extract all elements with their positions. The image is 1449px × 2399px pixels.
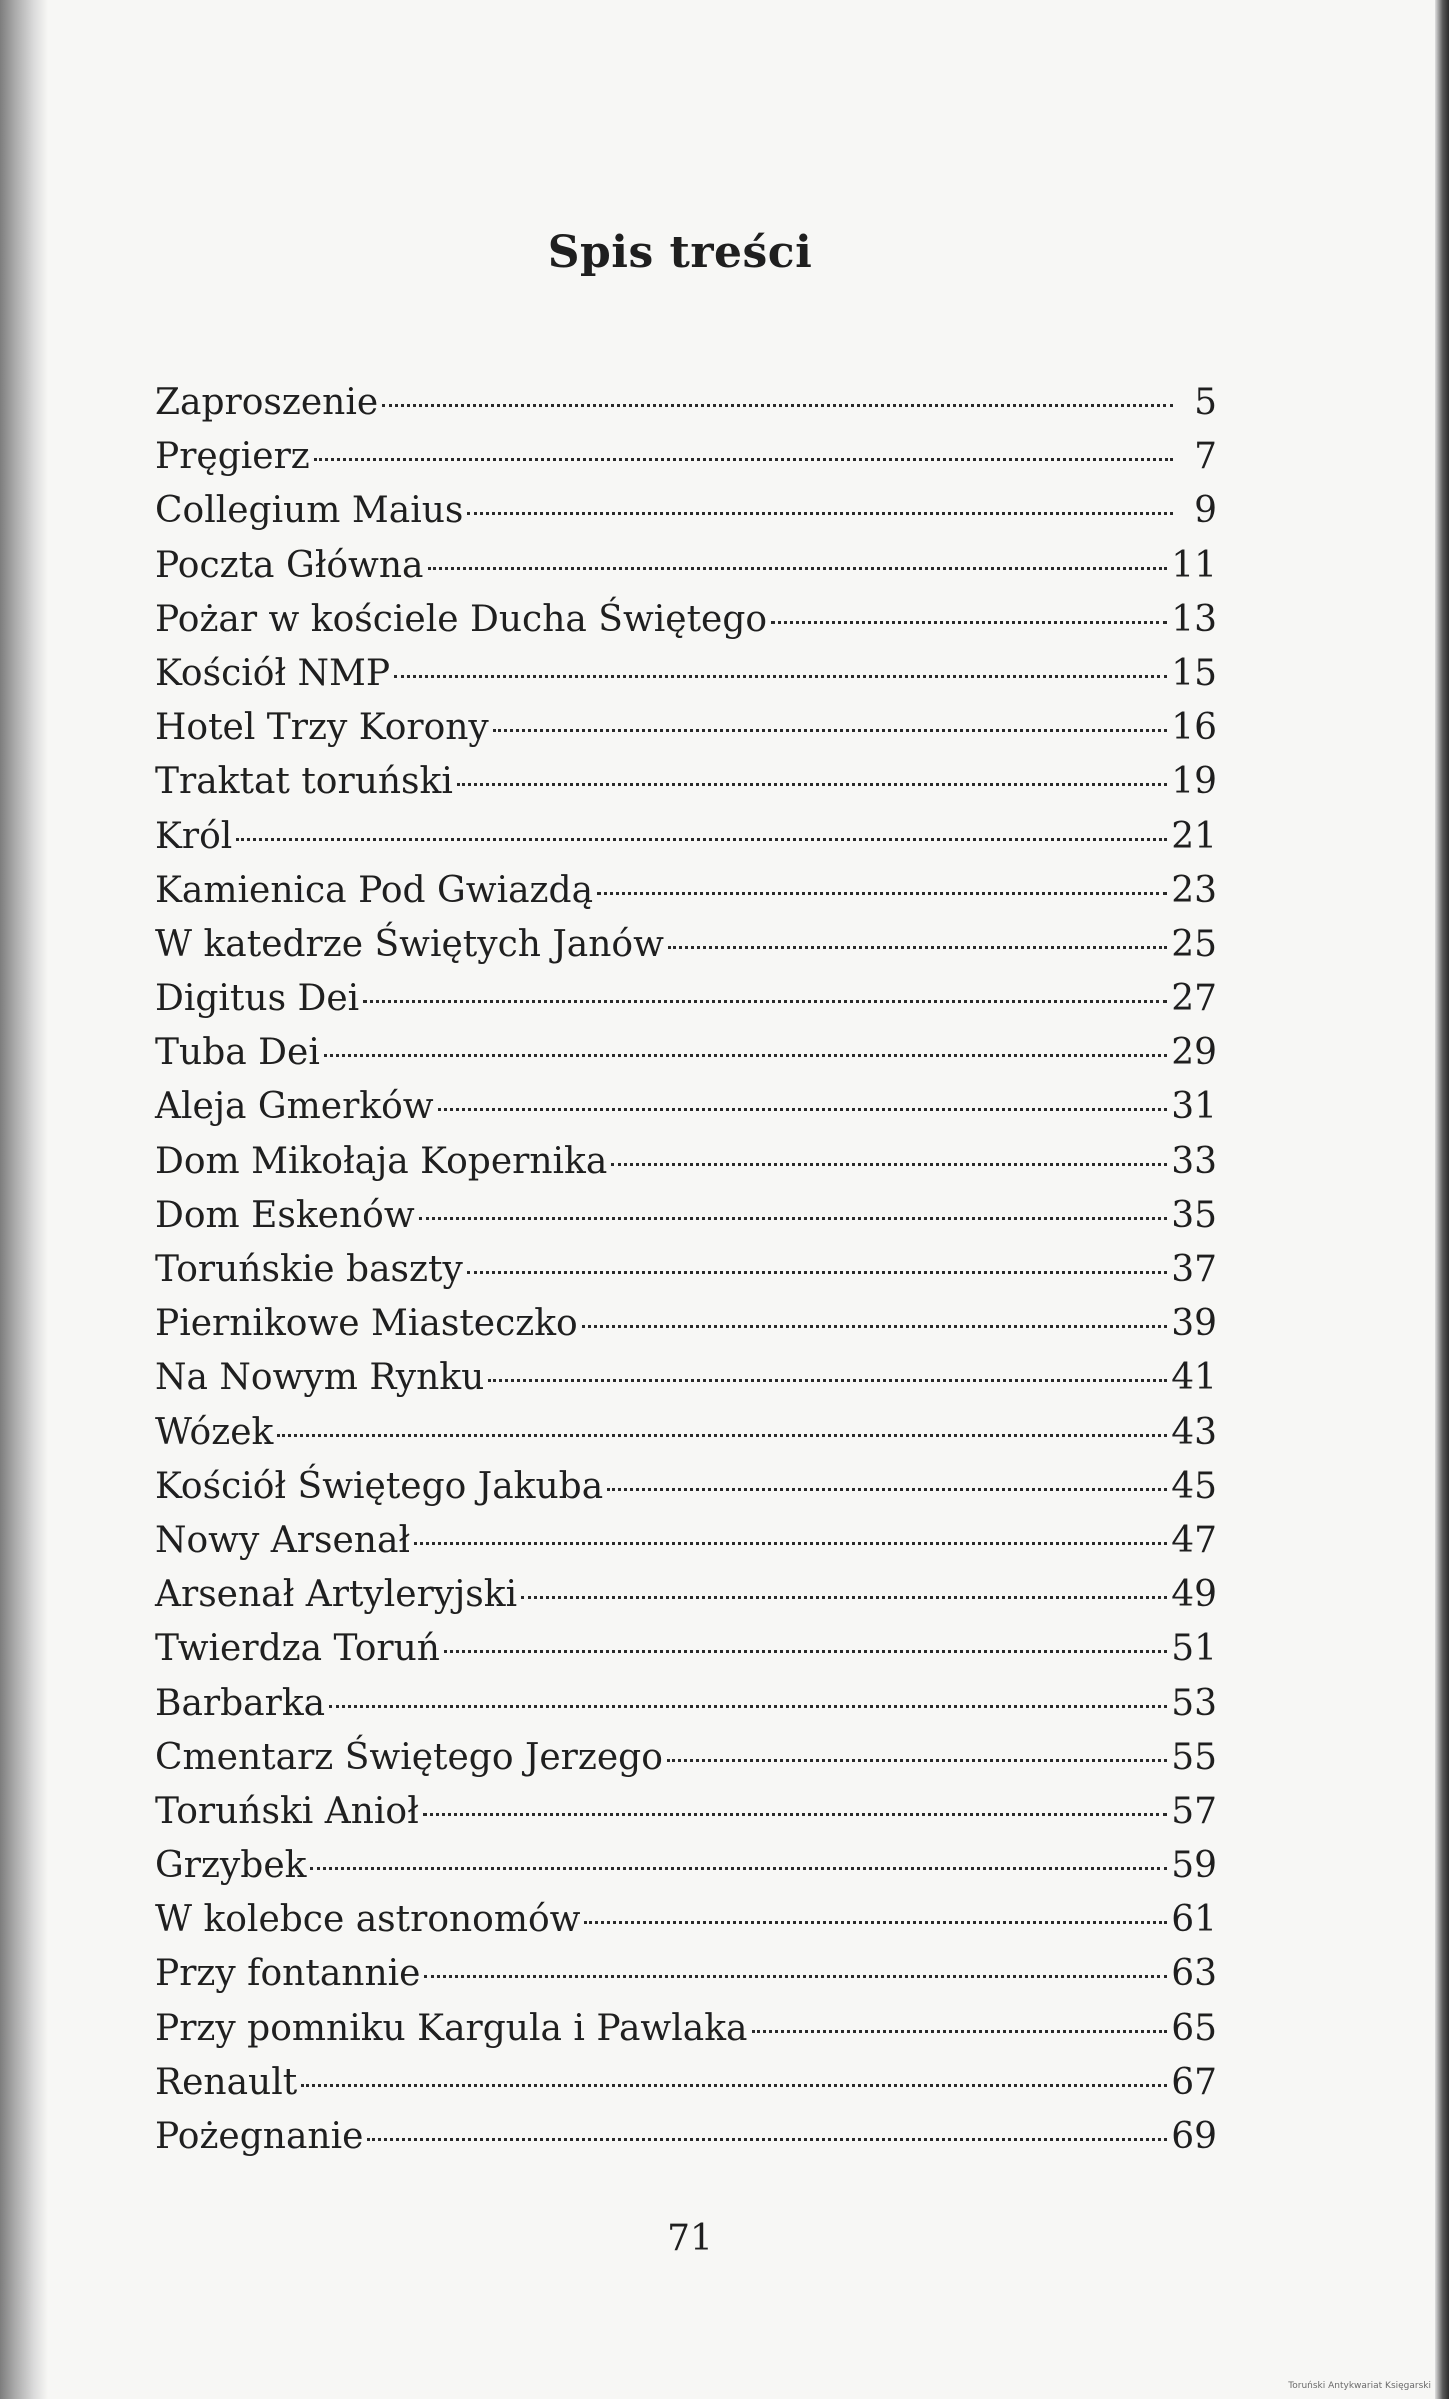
toc-entry <box>155 1785 1217 1839</box>
toc-dot-leader <box>444 1650 1167 1653</box>
toc-entry-title: Król <box>155 815 233 857</box>
toc-dot-leader <box>236 838 1167 841</box>
toc-entry-page: 51 <box>1171 1628 1217 1670</box>
toc-entry-page: 29 <box>1171 1032 1217 1074</box>
toc-entry-title: Dom Mikołaja Kopernika <box>155 1140 608 1182</box>
toc-entry-title: Na Nowym Rynku <box>155 1357 485 1399</box>
page-number: 71 <box>667 2218 713 2259</box>
toc-dot-leader <box>467 512 1173 515</box>
toc-dot-leader <box>301 2084 1167 2087</box>
toc-entry-title: Cmentarz Świętego Jerzego <box>155 1736 663 1778</box>
toc-entry-page: 23 <box>1171 869 1217 911</box>
toc-dot-leader <box>423 1813 1167 1816</box>
toc-dot-leader <box>419 1217 1168 1220</box>
toc-entry <box>155 647 1217 701</box>
toc-entry-title: Pożegnanie <box>155 2116 364 2157</box>
toc-entry-page: 39 <box>1171 1303 1217 1345</box>
toc-entry <box>155 376 1217 430</box>
toc-entry-page: 69 <box>1171 2116 1217 2157</box>
toc-entry-title: Pręgierz <box>155 436 310 478</box>
toc-entry-page: 65 <box>1171 2007 1217 2049</box>
toc-entry-page: 11 <box>1171 544 1217 586</box>
toc-entry-title: Przy pomniku Kargula i Pawlaka <box>155 2007 748 2049</box>
page-title: Spis treści <box>547 227 813 279</box>
toc-entry-page: 31 <box>1171 1086 1217 1128</box>
toc-entry <box>155 864 1217 918</box>
toc-entry-title: Zaproszenie <box>155 382 379 423</box>
toc-entry <box>155 1622 1217 1676</box>
toc-entry-title: W kolebce astronomów <box>155 1899 581 1941</box>
toc-entry-page: 53 <box>1171 1682 1217 1724</box>
toc-dot-leader <box>424 1975 1167 1978</box>
toc-entry-title: Renault <box>155 2061 298 2103</box>
toc-entry <box>155 1243 1217 1297</box>
toc-entry-title: Traktat toruński <box>155 761 453 803</box>
toc-entry-title: Digitus Dei <box>155 978 360 1020</box>
toc-entry <box>155 1135 1217 1189</box>
toc-entry-page: 9 <box>1194 490 1217 532</box>
toc-entry-title: W katedrze Świętych Janów <box>155 923 664 965</box>
toc-entry <box>155 918 1217 972</box>
toc-entry-title: Aleja Gmerków <box>155 1086 434 1128</box>
toc-entry-title: Nowy Arsenał <box>155 1519 411 1561</box>
toc-entry-page: 49 <box>1171 1574 1217 1616</box>
toc-dot-leader <box>428 567 1168 570</box>
toc-dot-leader <box>607 1488 1167 1491</box>
toc-entry-page: 5 <box>1194 382 1217 423</box>
toc-entry-page: 41 <box>1171 1357 1217 1399</box>
toc-dot-leader <box>324 1054 1167 1057</box>
toc-entry <box>155 1080 1217 1134</box>
toc-entry <box>155 1731 1217 1785</box>
toc-dot-leader <box>582 1325 1167 1328</box>
toc-entry-page: 63 <box>1171 1953 1217 1995</box>
toc-entry-page: 13 <box>1171 598 1217 640</box>
toc-dot-leader <box>394 675 1167 678</box>
toc-entry-page: 37 <box>1171 1249 1217 1290</box>
toc-entry <box>155 1460 1217 1514</box>
toc-entry-title: Dom Eskenów <box>155 1194 415 1236</box>
toc-entry-page: 16 <box>1171 707 1217 749</box>
toc-entry-title: Barbarka <box>155 1682 326 1724</box>
toc-dot-leader <box>611 1163 1167 1166</box>
toc-entry-title: Pożar w kościele Ducha Świętego <box>155 598 768 640</box>
toc-dot-leader <box>457 783 1167 786</box>
toc-dot-leader <box>363 1000 1167 1003</box>
toc-dot-leader <box>277 1434 1167 1437</box>
toc-entry <box>155 2110 1217 2164</box>
toc-entry-title: Collegium Maius <box>155 490 464 532</box>
toc-entry-page: 21 <box>1171 815 1217 857</box>
toc-entry-page: 47 <box>1171 1519 1217 1561</box>
toc-entry-page: 67 <box>1171 2061 1217 2103</box>
toc-entry-page: 15 <box>1171 652 1217 694</box>
toc-entry <box>155 593 1217 647</box>
toc-entry <box>155 1406 1217 1460</box>
toc-entry-title: Grzybek <box>155 1845 307 1887</box>
toc-entry-title: Twierdza Toruń <box>155 1628 440 1670</box>
toc-entry-page: 35 <box>1171 1194 1217 1236</box>
toc-entry-page: 57 <box>1171 1790 1217 1832</box>
toc-entry-page: 59 <box>1171 1845 1217 1887</box>
toc-entry-page: 33 <box>1171 1140 1217 1182</box>
toc-entry-title: Kościół NMP <box>155 652 391 694</box>
toc-dot-leader <box>329 1705 1167 1708</box>
toc-entry <box>155 1839 1217 1893</box>
toc-entry-page: 25 <box>1171 923 1217 965</box>
toc-dot-leader <box>367 2138 1167 2141</box>
toc-entry <box>155 430 1217 484</box>
toc-dot-leader <box>584 1921 1167 1924</box>
toc-entry-title: Tuba Dei <box>155 1032 320 1074</box>
toc-entry-title: Kamienica Pod Gwiazdą <box>155 869 594 911</box>
toc-dot-leader <box>668 946 1167 949</box>
toc-dot-leader <box>438 1108 1168 1111</box>
toc-dot-leader <box>414 1542 1167 1545</box>
toc-entry <box>155 1947 1217 2001</box>
toc-entry-page: 43 <box>1171 1411 1217 1453</box>
toc-entry-title: Poczta Główna <box>155 544 424 586</box>
toc-entry <box>155 810 1217 864</box>
toc-entry-page: 27 <box>1171 978 1217 1020</box>
toc-entry <box>155 1893 1217 1947</box>
toc-dot-leader <box>493 729 1167 732</box>
toc-entry-title: Arsenał Artyleryjski <box>155 1574 518 1616</box>
toc-entry <box>155 1026 1217 1080</box>
toc-entry-page: 19 <box>1171 761 1217 803</box>
toc-entry <box>155 1189 1217 1243</box>
toc-entry-title: Przy fontannie <box>155 1953 421 1995</box>
toc-dot-leader <box>488 1379 1167 1382</box>
toc-entry <box>155 484 1217 538</box>
toc-entry <box>155 1568 1217 1622</box>
toc-entry <box>155 1351 1217 1405</box>
toc-entry <box>155 539 1217 593</box>
toc-entry-title: Toruńskie baszty <box>155 1249 463 1290</box>
toc-entry <box>155 1514 1217 1568</box>
toc-dot-leader <box>771 621 1167 624</box>
page-edge-shadow <box>1435 0 1449 2399</box>
toc-entry-page: 45 <box>1171 1465 1217 1507</box>
toc-entry <box>155 701 1217 755</box>
table-of-contents <box>155 376 1217 2164</box>
toc-entry-title: Kościół Świętego Jakuba <box>155 1465 604 1507</box>
page-gutter-shadow <box>0 0 48 2399</box>
toc-entry-page: 7 <box>1194 436 1217 478</box>
toc-entry <box>155 972 1217 1026</box>
toc-entry-page: 55 <box>1171 1736 1217 1778</box>
toc-entry <box>155 755 1217 809</box>
toc-dot-leader <box>752 2030 1168 2033</box>
toc-entry-title: Toruński Anioł <box>155 1790 419 1832</box>
toc-dot-leader <box>314 458 1173 461</box>
toc-entry-page: 61 <box>1171 1899 1217 1941</box>
toc-dot-leader <box>521 1596 1167 1599</box>
toc-dot-leader <box>310 1867 1167 1870</box>
toc-entry <box>155 1677 1217 1731</box>
toc-entry-title: Piernikowe Miasteczko <box>155 1303 578 1345</box>
toc-dot-leader <box>382 404 1173 407</box>
toc-entry-title: Wózek <box>155 1411 274 1453</box>
toc-dot-leader <box>467 1271 1167 1274</box>
toc-dot-leader <box>597 892 1167 895</box>
toc-dot-leader <box>667 1759 1167 1762</box>
toc-entry <box>155 2002 1217 2056</box>
toc-entry-title: Hotel Trzy Korony <box>155 707 489 749</box>
toc-entry <box>155 2056 1217 2110</box>
toc-entry <box>155 1297 1217 1351</box>
watermark: Toruński Antykwariat Księgarski <box>1288 2381 1431 2391</box>
